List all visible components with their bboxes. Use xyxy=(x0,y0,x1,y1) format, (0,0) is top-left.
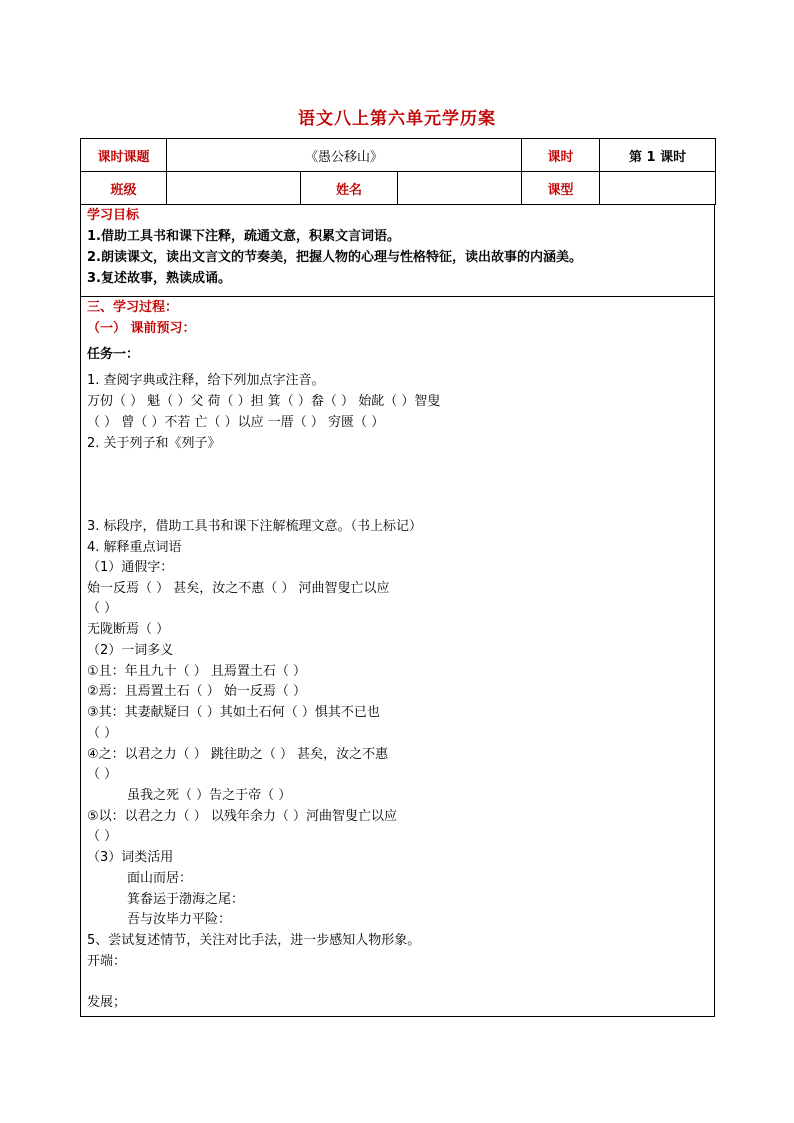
class-label: 班级 xyxy=(81,172,167,205)
exercise-line: ①且：年且九十（ ） 且焉置土石（ ） xyxy=(87,664,307,679)
exercise-line: （3）词类活用 xyxy=(87,850,174,865)
exercise-line: 无陇断焉（ ） xyxy=(87,622,170,637)
class-field[interactable] xyxy=(167,172,301,205)
period-label: 课时 xyxy=(522,139,600,172)
period-value: 第 1 课时 xyxy=(600,139,716,172)
exercise-line: ③其：其妻献疑曰（ ）其如土石何（ ）惧其不已也 xyxy=(87,705,380,720)
lesson-topic-label: 课时课题 xyxy=(81,139,167,172)
name-label: 姓名 xyxy=(301,172,398,205)
name-field[interactable] xyxy=(398,172,522,205)
goal-item: 2.朗读课文，读出文言文的节奏美，把握人物的心理与性格特征，读出故事的内涵美。 xyxy=(87,250,582,265)
exercise-line: 1. 查阅字典或注释，给下列加点字注音。 xyxy=(87,373,325,388)
exercise-line: （ ） xyxy=(87,767,118,782)
goals-section xyxy=(80,205,715,297)
exercise-line: 4. 解释重点词语 xyxy=(87,540,182,555)
task-heading: 任务一： xyxy=(87,347,140,362)
process-heading: 三、学习过程： xyxy=(87,300,179,315)
exercise-line: （ ） xyxy=(87,601,118,616)
exercise-line: 5、尝试复述情节，关注对比手法，进一步感知人物形象。 xyxy=(87,933,421,948)
exercise-line: 面山而居： xyxy=(127,871,193,886)
exercise-line: 虽我之死（ ）告之于帝（ ） xyxy=(127,788,292,803)
exercise-line: 万仞（ ） 魁（ ）父 荷（ ）担 箕（ ）畚（ ） 始龀（ ）智叟 xyxy=(87,394,441,409)
exercise-line: ④之：以君之力（ ） 跳往助之（ ） 甚矣，汝之不惠 xyxy=(87,747,389,762)
exercise-line: 3. 标段序，借助工具书和课下注解梳理文意。（书上标记） xyxy=(87,519,423,534)
type-label: 课型 xyxy=(522,172,600,205)
exercise-line: 始一反焉（ ） 甚矣，汝之不惠（ ） 河曲智叟亡以应 xyxy=(87,581,390,596)
process-subheading: （一） 课前预习： xyxy=(87,321,196,336)
goal-item: 1.借助工具书和课下注释，疏通文意，积累文言词语。 xyxy=(87,229,400,244)
exercise-line: （1）通假字： xyxy=(87,560,174,575)
exercise-line: ②焉：且焉置土石（ ） 始一反焉（ ） xyxy=(87,684,307,699)
exercise-line: 吾与汝毕力平险： xyxy=(127,912,232,927)
process-section xyxy=(80,297,715,1017)
exercise-line: 开端： xyxy=(87,954,127,969)
goals-heading: 学习目标 xyxy=(87,208,140,223)
lesson-topic-value: 《愚公移山》 xyxy=(167,139,522,172)
exercise-line: （2）一词多义 xyxy=(87,643,174,658)
type-field[interactable] xyxy=(600,172,716,205)
goal-item: 3.复述故事，熟读成诵。 xyxy=(87,271,231,286)
exercise-line: 箕畚运于渤海之尾： xyxy=(127,892,245,907)
exercise-line: （ ） 曾（ ）不若 亡（ ）以应 一厝（ ） 穷匮（ ） xyxy=(87,415,385,430)
page-title: 语文八上第六单元学历案 xyxy=(298,109,496,129)
exercise-line: （ ） xyxy=(87,726,118,741)
exercise-line: ⑤以：以君之力（ ） 以残年余力（ ）河曲智叟亡以应 xyxy=(87,809,398,824)
exercise-line: 2. 关于列子和《列子》 xyxy=(87,436,221,451)
exercise-line: 发展； xyxy=(87,995,127,1010)
header-table xyxy=(80,138,716,205)
exercise-line: （ ） xyxy=(87,829,118,844)
